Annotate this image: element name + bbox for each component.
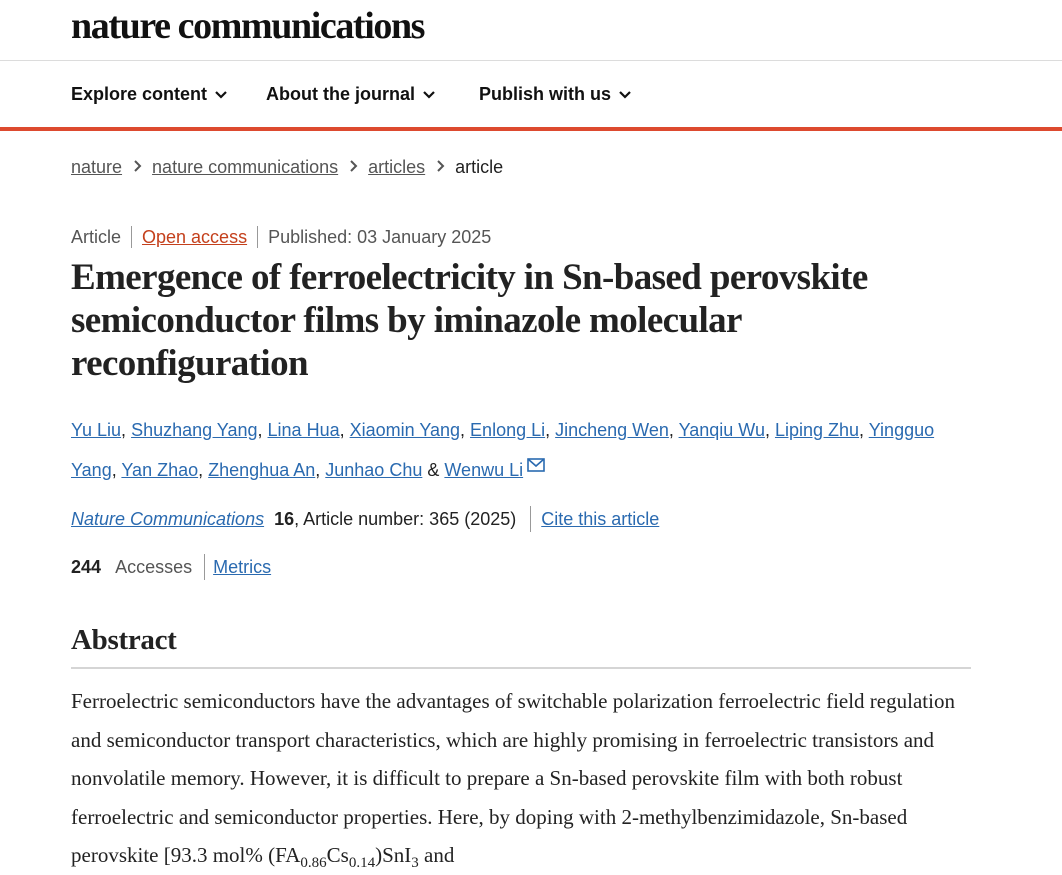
author-link[interactable]: Wenwu Li (444, 460, 524, 480)
chevron-down-icon (215, 83, 227, 104)
breadcrumb-current: article (455, 157, 504, 177)
main-nav (0, 61, 1062, 131)
author-link[interactable]: Jincheng Wen (555, 420, 669, 440)
subscript: 0.14 (348, 855, 376, 871)
article-title: Emergence of ferroelectricity in Sn-based perovskite semiconductor films by iminazole molecular reconfiguration (71, 257, 868, 384)
nav-label: About the journal (266, 84, 415, 104)
divider (530, 506, 531, 532)
author-link[interactable]: Liping Zhu (774, 420, 860, 440)
author-link[interactable]: Xiaomin Yang (349, 420, 461, 440)
author-list: Yu Liu, Shuzhang Yang, Lina Hua, Xiaomin Yang, Enlong Li, Jincheng Wen, Yanqiu Wu, Liping Zhu, Yingguo Yang, Yan Zhao, Zhenghua An, Junhao Chu & Wenwu Li (71, 412, 981, 488)
chevron-down-icon (619, 83, 631, 104)
breadcrumb-link-articles[interactable]: articles (368, 157, 426, 177)
citation-line (71, 506, 659, 532)
nav-explore-content[interactable] (71, 83, 227, 105)
divider (131, 226, 132, 248)
nav-about-journal[interactable] (266, 83, 435, 105)
metrics-link[interactable]: Metrics (213, 557, 272, 577)
accesses-count: 244 (71, 557, 102, 577)
article-number: , Article number: 365 (2025) (294, 509, 517, 529)
article-meta (71, 226, 491, 248)
subscript: 3 (411, 855, 419, 871)
volume: 16 (274, 509, 295, 529)
chevron-down-icon (423, 83, 435, 104)
breadcrumb-link-nature[interactable]: nature (71, 157, 123, 177)
masthead (0, 0, 1062, 61)
abstract-heading: Abstract (71, 624, 971, 669)
breadcrumb (71, 156, 503, 178)
author-link[interactable]: Enlong Li (470, 420, 546, 440)
nav-label: Explore content (71, 84, 208, 104)
abstract-text-part: Cs (326, 843, 349, 867)
author-link[interactable]: Zhenghua An (208, 460, 316, 480)
author-conjunction: & (427, 460, 440, 480)
cite-this-article-link[interactable]: Cite this article (541, 509, 660, 529)
author-link[interactable]: Junhao Chu (325, 460, 423, 480)
abstract-text-part: )SnI (375, 843, 412, 867)
divider (257, 226, 258, 248)
divider (204, 554, 205, 580)
abstract-text-part: Ferroelectric semiconductors have the advantages of switchable polarization ferroelectric field regulation and semiconductor transport characteristics, which are highly promising in ferroelectric transistors and nonvolatile memory. However, it is difficult to prepare a Sn-based perovskite film with both robust ferroelectric and semiconductor properties. Here, by doping with 2-methylbenzimidazole, Sn-based perovskite [93.3 mol% (FA (71, 689, 955, 867)
chevron-right-icon (134, 156, 142, 177)
published-date: Published: 03 January 2025 (268, 227, 492, 247)
nav-publish-with-us[interactable] (479, 83, 631, 105)
author-link[interactable]: Shuzhang Yang (131, 420, 258, 440)
mail-icon[interactable] (527, 448, 545, 484)
open-access-link[interactable]: Open access (142, 227, 248, 247)
chevron-right-icon (350, 156, 358, 177)
author-link[interactable]: Yan Zhao (121, 460, 199, 480)
metrics-line (71, 554, 271, 580)
author-link[interactable]: Yingguo Yang (71, 420, 935, 480)
accesses-label: Accesses (115, 557, 193, 577)
chevron-right-icon (437, 156, 445, 177)
abstract-text-part: and (418, 843, 455, 867)
journal-link[interactable]: Nature Communications (71, 509, 265, 529)
author-link[interactable]: Yanqiu Wu (678, 420, 765, 440)
nav-label: Publish with us (479, 84, 612, 104)
site-logo[interactable]: nature communications (71, 5, 425, 47)
abstract-text (71, 682, 971, 875)
author-link[interactable]: Yu Liu (71, 420, 122, 440)
subscript: 0.86 (300, 855, 327, 871)
article-type: Article (71, 227, 122, 247)
breadcrumb-link-nature-communications[interactable]: nature communications (152, 157, 339, 177)
author-link[interactable]: Lina Hua (267, 420, 340, 440)
